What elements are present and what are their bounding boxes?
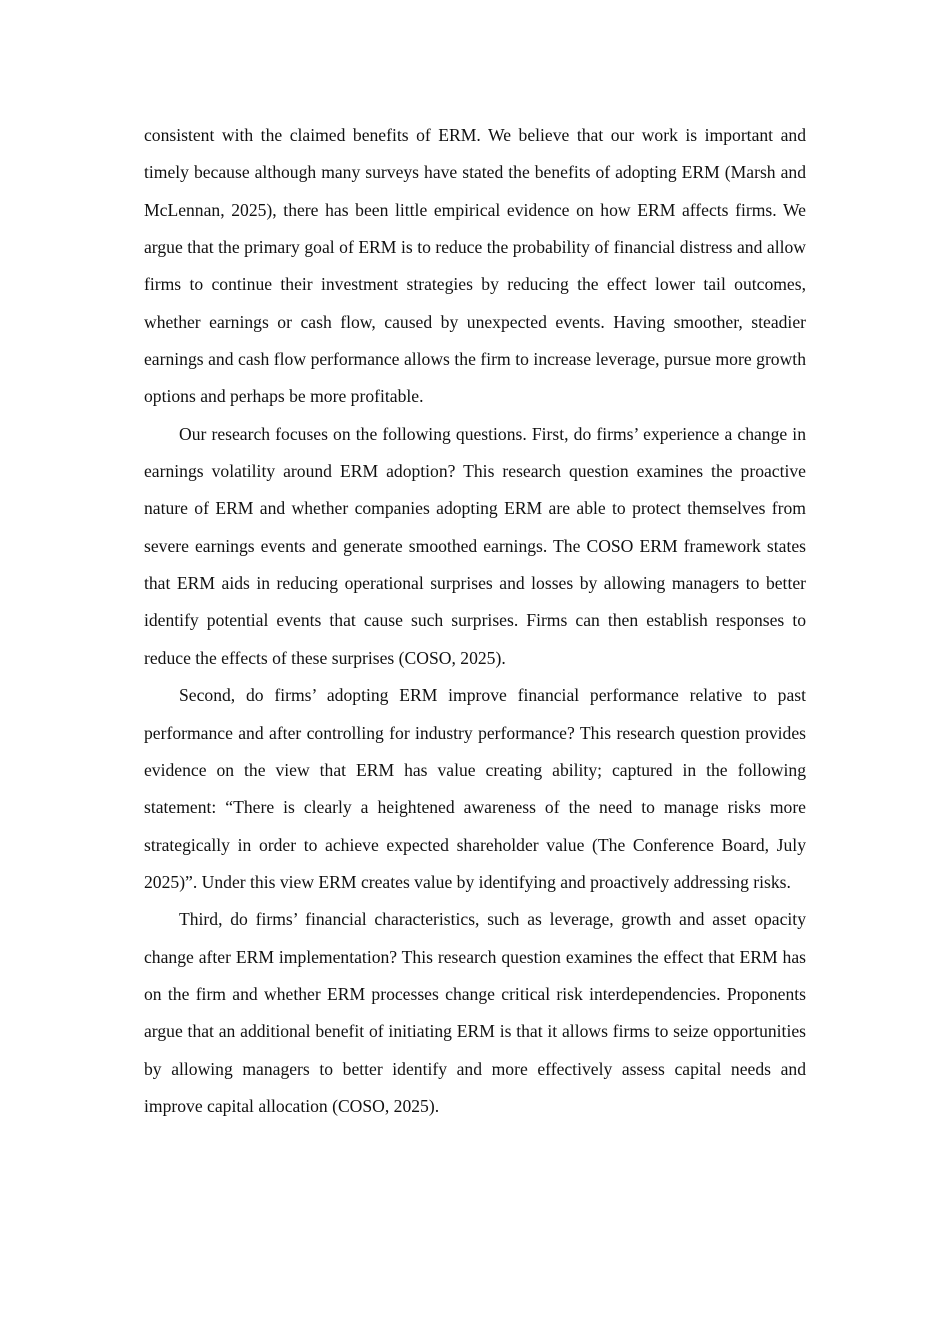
- paragraph-second-question: Second, do firms’ adopting ERM improve financial performance relative to past performance and after controlling for industry performance? This research question provides evidence on the view that ERM has value creating ability; captured in the following statement: “There is clearly a heightened awareness of the need to manage risks more strategically in order to achieve expected shareholder value (The Conference Board, July 2025)”. Under this view ERM creates value by identifying and proactively addressing risks.: [144, 685, 806, 892]
- paragraph-third-question: Third, do firms’ financial characteristics, such as leverage, growth and asset opacity change after ERM implementation? This research question examines the effect that ERM has on the firm and whether ERM processes change critical risk interdependencies. Proponents argue that an additional benefit of initiating ERM is that it allows firms to seize opportunities by allowing managers to better identify and more effectively assess capital needs and improve capital allocation (COSO, 2025).: [144, 909, 806, 1116]
- paragraph-research-questions: Our research focuses on the following questions. First, do firms’ experience a change in earnings volatility around ERM adoption? This research question examines the proactive nature of ERM and whether companies adopting ERM are able to protect themselves from severe earnings events and generate smoothed earnings. The COSO ERM framework states that ERM aids in reducing operational surprises and losses by allowing managers to better identify potential events that cause such surprises. Firms can then establish responses to reduce the effects of these surprises (COSO, 2025).: [144, 423, 806, 668]
- paragraph-continuation: consistent with the claimed benefits of ERM. We believe that our work is important and timely because although many surveys have stated the benefits of adopting ERM (Marsh and McLennan, 2025), there has been little empirical evidence on how ERM affects firms. We argue that the primary goal of ERM is to reduce the probability of financial distress and allow firms to continue their investment strategies by reducing the effect lower tail outcomes, whether earnings or cash flow, caused by unexpected events. Having smoother, steadier earnings and cash flow performance allows the firm to increase leverage, pursue more growth options and perhaps be more profitable.: [144, 125, 806, 407]
- document-body: [144, 117, 806, 1125]
